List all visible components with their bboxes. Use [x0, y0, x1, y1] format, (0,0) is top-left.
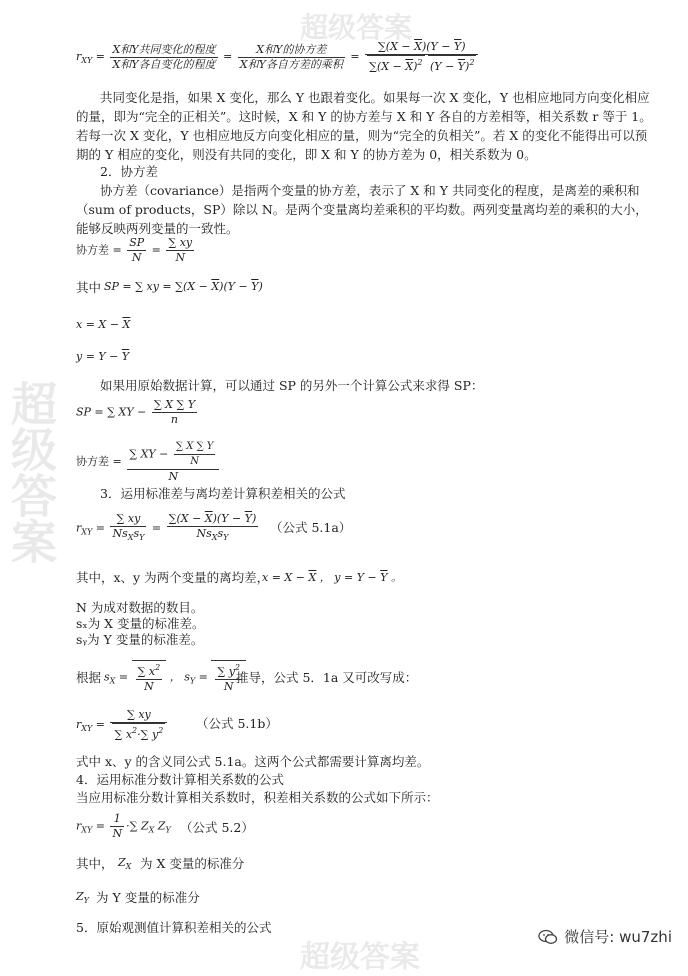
formula-x-deviation: $x = X - \overline{X}$ — [76, 318, 131, 331]
label-formula-5-2: （公式 5.2） — [180, 820, 254, 835]
text-shizhong: 式中 x、y 的含义同公式 5.1a。这两个公式都需要计算离均差。 — [76, 754, 430, 769]
wechat-footer — [538, 926, 672, 947]
heading-covariance: 2．协方差 — [100, 164, 158, 179]
formula-deviations-inline: $x = X - \overline{X}$ ， $y = Y - \overline{Y}$ 。 — [262, 571, 402, 584]
heading-standard-score: 4．运用标准分数计算相关系数的公式 — [76, 772, 284, 787]
formula-5-1b: $r_{XY}$ = $\frac{\sum xy}{\sum x^2\cdot\sum y^2}$ — [76, 708, 169, 742]
formula-sx-sy: $s_X$ = $\frac{\sum x^2}{N}$ ， $s_Y$ = $\frac{\sum y^2}{N}$ — [104, 660, 246, 694]
wechat-icon — [538, 929, 558, 945]
symbol-zx: $Z_X$ — [118, 856, 132, 871]
watermark-left: 超级答案 — [4, 380, 58, 564]
paragraph-raw-data: 如果用原始数据计算，可以通过 SP 的另外一个计算公式来求得 SP： — [100, 378, 484, 393]
formula-cov-denominator: X和Y各自方差的乘积 — [239, 57, 343, 71]
text-dang: 当应用标准分数计算相关系数时，积差相关系数的公式如下所示： — [76, 790, 439, 805]
formula-y-deviation: $y = Y - \overline{Y}$ — [76, 350, 130, 363]
text-sx-definition: sₓ为 X 变量的标准差。 — [76, 616, 205, 631]
text-tuidao: 推导，公式 5．1a 又可改写成： — [236, 670, 418, 685]
formula-5-1a: $r_{XY}$ = $\frac{\sum xy}{Ns_Xs_Y}$ = $\frac{\sum(X - \overline{X})(Y - \overline{Y})}{Ns_Xs_Y}$ — [76, 512, 257, 542]
heading-sd-deviation: 3．运用标准差与离均差计算积差相关的公式 — [100, 486, 346, 501]
heading-raw-observation: 5．原始观测值计算积差相关的公式 — [76, 920, 272, 935]
label-formula-5-1a: （公式 5.1a） — [270, 520, 352, 535]
text-zx-definition: 为 X 变量的标准分 — [140, 856, 245, 871]
text-qizhong-comma: 其中， — [76, 856, 114, 871]
wechat-id: 微信号: wu7zhi — [564, 928, 672, 946]
formula-sp: SP = ∑ xy = $\sum(X - \overline{X})(Y - \overline{Y})$ — [104, 280, 263, 293]
paragraph-covariation: 共同变化是指，如果 X 变化，那么 Y 也跟着变化。如果每一次 X 变化，Y 也相应地同方向变化相应的量，即为“完全的正相关”。这时候，X 和 Y 的协方差与 X 和 Y 各自的方差相等，相关系数 r 等于 1。若每一次 X 变化，Y 也相应地反方向变化相应的量，则为“完全的负相关”。若 X 的变化不能得出可以预期的 Y 相应的变化，则没有共同的变化，即 X 和 Y 的协方差为 0，相关系数为 0。 — [76, 90, 652, 162]
formula-r-denominator: X和Y各自变化的程度 — [112, 57, 216, 71]
formula-covariance: 协方差 = $\frac{SP}{N}$ = $\frac{\sum xy}{N}$ — [76, 236, 193, 264]
watermark-top: 超级答案 — [300, 11, 413, 44]
text-n-definition: N 为成对数据的数目。 — [76, 600, 204, 615]
formula-r-numerator: X和Y共同变化的程度 — [112, 42, 216, 56]
text-qizhong-xy: 其中，x、y 为两个变量的离均差， — [76, 570, 270, 585]
label-qizhong-sp: 其中 — [76, 280, 102, 295]
formula-cov-numerator: X和Y的协方差 — [238, 43, 345, 58]
symbol-zy: $Z_Y$ — [76, 890, 89, 905]
formula-cov-raw: 协方差 = ∑ XY − $\frac{\sum X \sum Y}{N}$ N — [76, 440, 221, 484]
formula-r-definition: $r_{XY}$ = $\frac{\text{X和Y共同变化的程度}}{\text{X和Y各自变化的程度}}$ = $\frac{\text{X和Y的协方差}}{\text{X和Y各自方差的乘积}}$ = $\frac{\sum(X - \overline{X})(Y - \overline{Y})}{\sum(X - \overline{X})^2 (Y - \overline{Y})^2}$ — [76, 40, 480, 74]
formula-5-2: $r_{XY}$ = $\frac{1}{N}$ ·∑ $Z_X$ $Z_Y$ — [76, 812, 171, 840]
formula-sp-raw: SP = ∑ XY − $\frac{\sum X \sum Y}{n}$ — [76, 398, 196, 426]
text-genju: 根据 — [76, 670, 102, 685]
watermark-bottom: 超级答案 — [300, 940, 420, 975]
text-zy-definition: 为 Y 变量的标准分 — [96, 890, 200, 905]
label-formula-5-1b: （公式 5.1b） — [196, 716, 278, 731]
paragraph-covariance: 协方差（covariance）是指两个变量的协方差，表示了 X 和 Y 共同变化的程度，是离差的乘积和（sum of products，SP）除以 N。是两个变量离均差乘积的平均数。两列变量离均差的乘积的大小，能够反映两列变量的一致性。 — [76, 183, 648, 236]
text-sy-definition: sᵧ为 Y 变量的标准差。 — [76, 632, 204, 647]
